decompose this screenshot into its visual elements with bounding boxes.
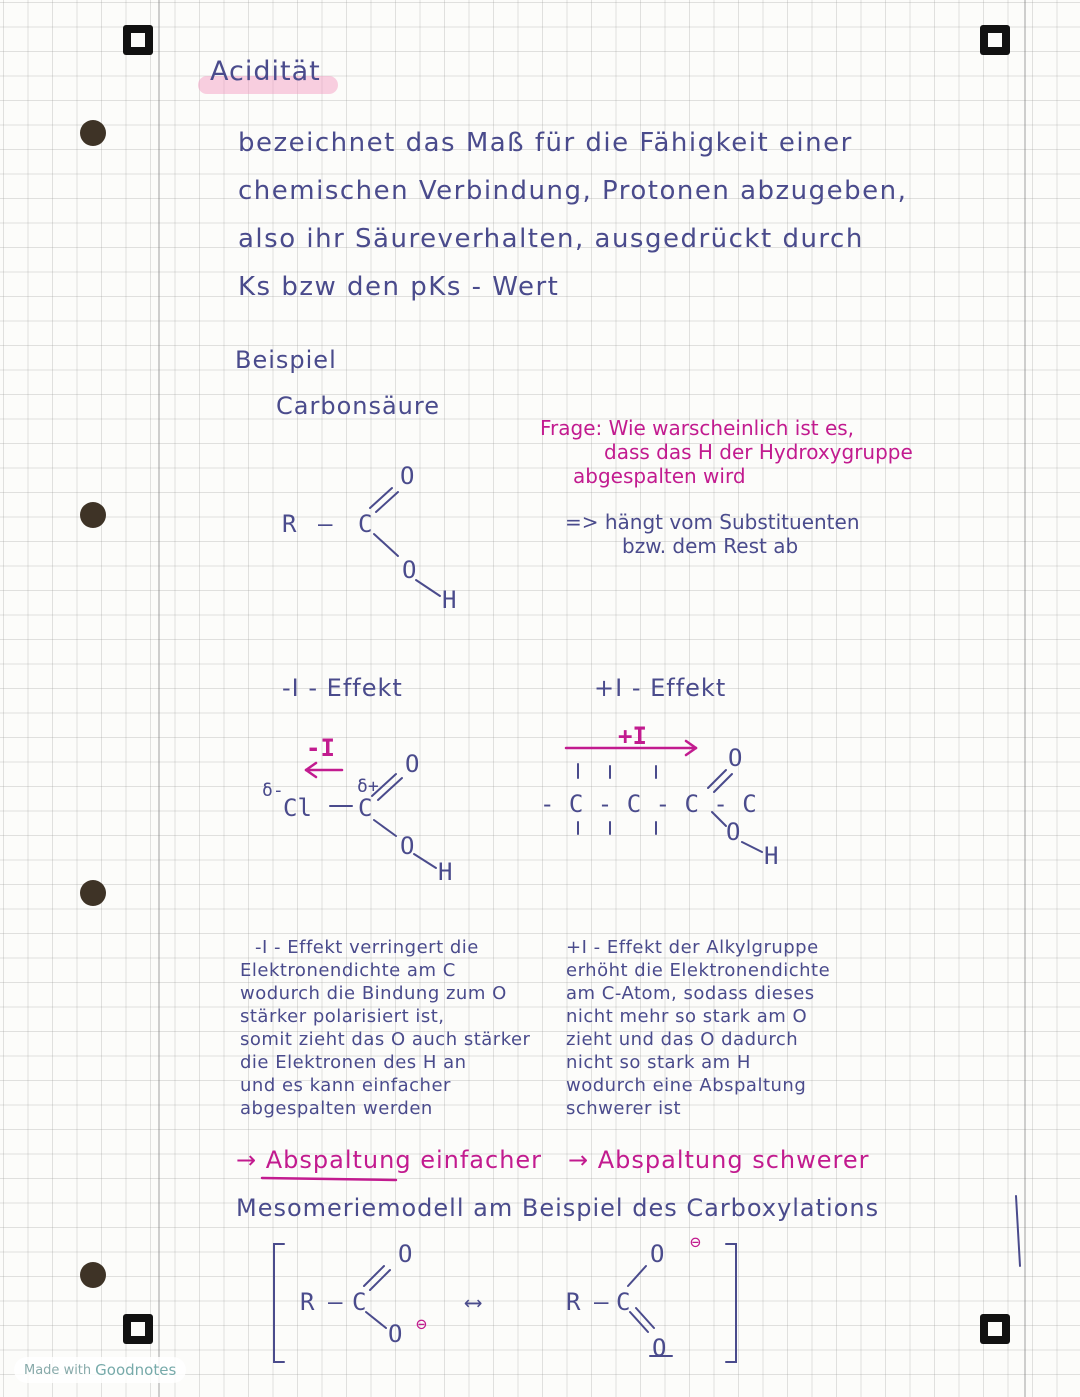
question-line: Frage: Wie warscheinlich ist es,	[540, 416, 855, 440]
minus-i-text: abgespalten werden	[240, 1098, 433, 1119]
alkyl-chain: - C - C - C - C	[540, 790, 757, 818]
minus-i-label: -I	[306, 734, 335, 762]
minus-i-conclusion: → Abspaltung einfacher	[236, 1146, 543, 1174]
question-line: dass das H der Hydroxygruppe	[604, 440, 913, 464]
atom-c: C	[616, 1288, 631, 1316]
atom-o: O	[398, 1240, 413, 1268]
atom-o: O	[650, 1240, 665, 1268]
atom-h: H	[442, 586, 457, 614]
definition-line: bezeichnet das Maß für die Fähigkeit einer	[238, 128, 853, 158]
plus-i-text: erhöht die Elektronendichte	[566, 960, 831, 981]
atom-o: O	[400, 832, 415, 860]
resonance-arrow: ⟷	[466, 1288, 481, 1316]
plus-i-conclusion: → Abspaltung schwerer	[568, 1146, 870, 1174]
atom-r: R	[282, 510, 297, 538]
atom-h: H	[764, 842, 779, 870]
atom-o: O	[728, 744, 743, 772]
plus-i-text: +I - Effekt der Alkylgruppe	[566, 937, 819, 958]
made-with-label: Made with	[24, 1362, 92, 1378]
bond-dash: –	[318, 510, 333, 538]
definition-line: Ks bzw den pKs - Wert	[238, 272, 560, 302]
goodnotes-badge	[14, 1357, 186, 1383]
minus-i-text: die Elektronen des H an	[240, 1052, 467, 1073]
atom-cl: Cl	[283, 794, 312, 822]
minus-i-text: und es kann einfacher	[240, 1075, 451, 1096]
atom-c: C	[358, 510, 373, 538]
mesomerie-heading: Mesomeriemodell am Beispiel des Carboxylations	[236, 1194, 880, 1222]
atom-c: C	[358, 794, 373, 822]
negative-charge: ⊖	[690, 1232, 701, 1253]
atom-o: O	[405, 750, 420, 778]
plus-i-text: zieht und das O dadurch	[566, 1029, 799, 1050]
negative-charge: ⊖	[416, 1314, 427, 1335]
example-subject: Carbonsäure	[276, 392, 440, 420]
minus-i-heading: -I - Effekt	[282, 674, 403, 702]
answer-line: => hängt vom Substituenten	[565, 510, 860, 534]
atom-o: O	[652, 1334, 667, 1362]
answer-line: bzw. dem Rest ab	[622, 534, 799, 558]
minus-i-text: somit zieht das O auch stärker	[240, 1029, 531, 1050]
example-label: Beispiel	[235, 346, 337, 374]
partial-charge-plus: δ+	[357, 776, 379, 797]
atom-o: O	[388, 1320, 403, 1348]
minus-i-text: wodurch die Bindung zum O	[240, 983, 507, 1004]
plus-i-text: nicht so stark am H	[566, 1052, 751, 1073]
definition-line: chemischen Verbindung, Protonen abzugeben,	[238, 176, 908, 206]
atom-r: R	[300, 1288, 315, 1316]
plus-i-text: am C-Atom, sodass dieses	[566, 983, 815, 1004]
atom-r: R	[566, 1288, 581, 1316]
bond-dash: –	[594, 1288, 609, 1316]
partial-charge-minus: δ-	[262, 780, 284, 801]
minus-i-text: stärker polarisiert ist,	[240, 1006, 445, 1027]
atom-o: O	[400, 462, 415, 490]
goodnotes-logo: Goodnotes	[95, 1361, 177, 1379]
plus-i-text: nicht mehr so stark am O	[566, 1006, 808, 1027]
question-line: abgespalten wird	[573, 464, 746, 488]
atom-o: O	[726, 818, 741, 846]
plus-i-heading: +I - Effekt	[594, 674, 727, 702]
atom-c: C	[352, 1288, 367, 1316]
definition-line: also ihr Säureverhalten, ausgedrückt durch	[238, 224, 864, 254]
plus-i-text: wodurch eine Abspaltung	[566, 1075, 807, 1096]
page-title: Acidität	[210, 56, 321, 87]
plus-i-label: +I	[618, 722, 647, 750]
bond-dash: –	[328, 1288, 343, 1316]
plus-i-text: schwerer ist	[566, 1098, 682, 1119]
atom-h: H	[438, 858, 453, 886]
minus-i-text: -I - Effekt verringert die	[255, 937, 479, 958]
minus-i-text: Elektronendichte am C	[240, 960, 456, 981]
atom-o: O	[402, 556, 417, 584]
